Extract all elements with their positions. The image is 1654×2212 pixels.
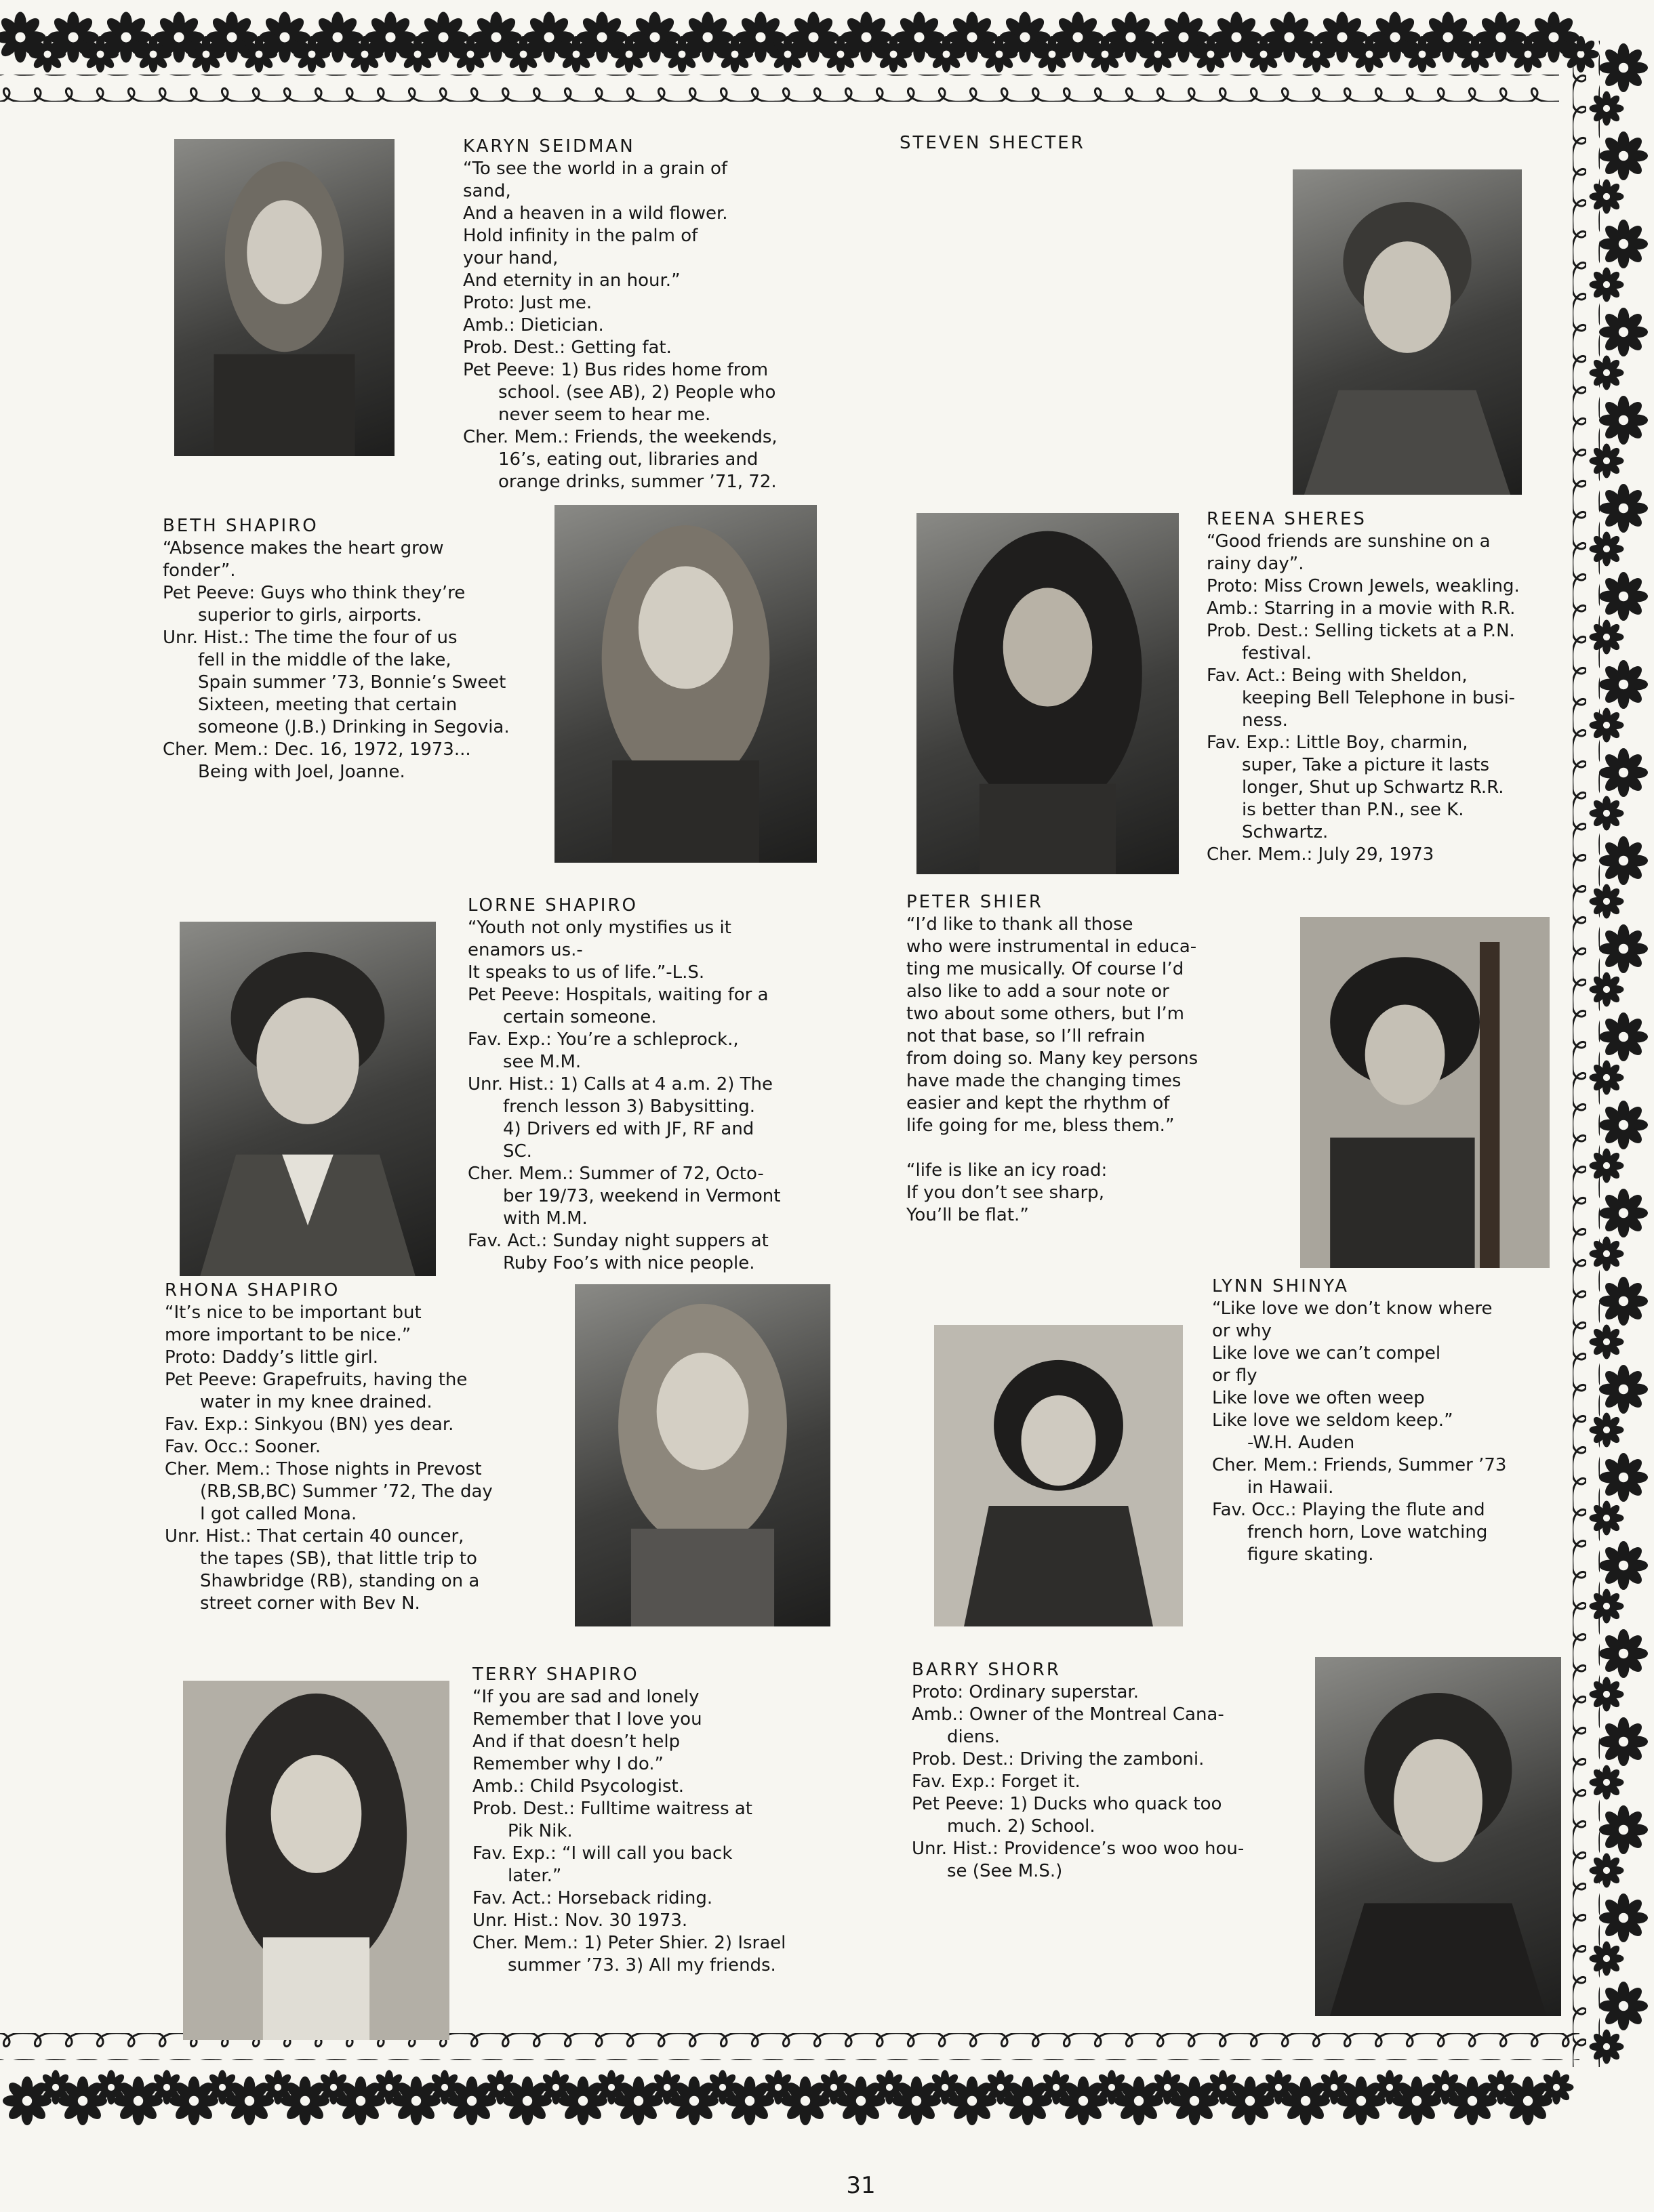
entry-line: fonder”. bbox=[163, 560, 236, 581]
entry-line: have made the changing times bbox=[906, 1071, 1182, 1091]
daisy-ornament bbox=[1590, 884, 1624, 919]
student-name: LORNE SHAPIRO bbox=[468, 895, 638, 916]
entry-line: Schwartz. bbox=[1242, 822, 1329, 842]
entry-line: Fav. Occ.: Sooner. bbox=[165, 1437, 321, 1457]
entry-rhona-shapiro bbox=[165, 1279, 493, 1615]
entry-line: Cher. Mem.: Those nights in Prevost bbox=[165, 1459, 482, 1479]
entry-line: also like to add a sour note or bbox=[906, 981, 1169, 1002]
entry-line: And eternity in an hour.” bbox=[463, 270, 681, 291]
student-name: RHONA SHAPIRO bbox=[165, 1280, 340, 1300]
entry-line: Remember why I do.” bbox=[472, 1754, 664, 1774]
entry-line: 4) Drivers ed with JF, RF and bbox=[503, 1119, 754, 1139]
daisy-ornament bbox=[1599, 836, 1648, 885]
entry-line: Pet Peeve: Hospitals, waiting for a bbox=[468, 985, 769, 1005]
entry-line: Proto: Daddy’s little girl. bbox=[165, 1347, 379, 1368]
entry-lynn-shinya bbox=[1212, 1275, 1506, 1566]
entry-line: from doing so. Many key persons bbox=[906, 1048, 1198, 1069]
daisy-ornament bbox=[1599, 1365, 1648, 1414]
entry-line: Shawbridge (RB), standing on a bbox=[200, 1571, 480, 1591]
entry-peter-shier bbox=[906, 891, 1198, 1227]
entry-line: easier and kept the rhythm of bbox=[906, 1093, 1170, 1113]
daisy-ornament bbox=[1599, 1101, 1648, 1149]
daisy-ornament bbox=[1599, 396, 1648, 445]
entry-line: ber 19/73, weekend in Vermont bbox=[503, 1186, 781, 1206]
entry-line: with M.M. bbox=[503, 1208, 588, 1229]
entry-line: (RB,SB,BC) Summer ’72, The day bbox=[200, 1481, 493, 1502]
entry-line: Fav. Exp.: Forget it. bbox=[912, 1771, 1081, 1792]
student-name: LYNN SHINYA bbox=[1212, 1276, 1349, 1296]
daisy-ornament bbox=[1590, 91, 1624, 126]
entry-line: orange drinks, summer ’71, 72. bbox=[498, 472, 777, 492]
entry-line: Cher. Mem.: Friends, Summer ’73 bbox=[1212, 1455, 1507, 1475]
entry-line: “To see the world in a grain of bbox=[463, 159, 728, 179]
entry-line: festival. bbox=[1242, 643, 1312, 663]
entry-line: “If you are sad and lonely bbox=[472, 1687, 700, 1707]
daisy-ornament bbox=[1590, 268, 1624, 302]
entry-line: Prob. Dest.: Driving the zamboni. bbox=[912, 1749, 1205, 1769]
entry-line: super, Take a picture it lasts bbox=[1242, 755, 1490, 775]
entry-line bbox=[906, 1137, 1198, 1160]
entry-line: I got called Mona. bbox=[200, 1504, 357, 1524]
entry-line: “It’s nice to be important but bbox=[165, 1303, 422, 1323]
entry-line: You’ll be flat.” bbox=[906, 1205, 1029, 1225]
page-number: 31 bbox=[846, 2172, 876, 2199]
entry-line: the tapes (SB), that little trip to bbox=[200, 1549, 477, 1569]
entry-line: two about some others, but I’m bbox=[906, 1004, 1184, 1024]
daisy-ornament bbox=[1539, 2070, 1574, 2105]
entry-line: see M.M. bbox=[503, 1052, 582, 1072]
daisy-ornament bbox=[1599, 1805, 1648, 1854]
daisy-ornament bbox=[1599, 1717, 1648, 1766]
entry-line: superior to girls, airports. bbox=[198, 605, 422, 626]
entry-line: Fav. Exp.: Little Boy, charmin, bbox=[1207, 733, 1468, 753]
daisy-ornament bbox=[1599, 308, 1648, 356]
entry-line: “life is like an icy road: bbox=[906, 1160, 1108, 1181]
daisy-ornament bbox=[1599, 484, 1648, 533]
entry-line: in Hawaii. bbox=[1247, 1477, 1334, 1498]
portrait-photo-beth-shapiro bbox=[554, 505, 817, 863]
student-name: REENA SHERES bbox=[1207, 509, 1367, 529]
entry-line: more important to be nice.” bbox=[165, 1325, 411, 1345]
student-name: STEVEN SHECTER bbox=[900, 133, 1085, 153]
portrait-photo-rhona-shapiro bbox=[575, 1284, 830, 1626]
daisy-ornament bbox=[1590, 1589, 1624, 1624]
entry-line: or why bbox=[1212, 1321, 1272, 1341]
portrait-photo-peter-shier bbox=[1300, 917, 1550, 1268]
entry-line: who were instrumental in educa- bbox=[906, 937, 1197, 957]
entry-line: Prob. Dest.: Selling tickets at a P.N. bbox=[1207, 621, 1515, 641]
daisy-ornament bbox=[1590, 796, 1624, 831]
entry-line: Pet Peeve: 1) Bus rides home from bbox=[463, 360, 769, 380]
entry-line: Cher. Mem.: Dec. 16, 1972, 1973... bbox=[163, 739, 471, 760]
entry-line: Spain summer ’73, Bonnie’s Sweet bbox=[198, 672, 506, 693]
daisy-ornament bbox=[1590, 620, 1624, 655]
entry-line: Proto: Miss Crown Jewels, weakling. bbox=[1207, 576, 1520, 596]
portrait-photo-terry-shapiro bbox=[183, 1681, 449, 2040]
entry-line: Unr. Hist.: That certain 40 ouncer, bbox=[165, 1526, 464, 1547]
entry-line: se (See M.S.) bbox=[947, 1861, 1063, 1881]
entry-line: is better than P.N., see K. bbox=[1242, 800, 1464, 820]
entry-reena-sheres bbox=[1207, 508, 1520, 866]
entry-line: summer ’73. 3) All my friends. bbox=[508, 1955, 776, 1975]
entry-line: later.” bbox=[508, 1866, 562, 1886]
entry-line: Like love we seldom keep.” bbox=[1212, 1410, 1453, 1431]
daisy-ornament bbox=[1599, 1453, 1648, 1502]
entry-line: Cher. Mem.: Friends, the weekends, bbox=[463, 427, 778, 447]
entry-beth-shapiro bbox=[163, 515, 510, 783]
daisy-ornament bbox=[1590, 444, 1624, 478]
daisy-ornament bbox=[1590, 1061, 1624, 1095]
student-name: BARRY SHORR bbox=[912, 1660, 1061, 1680]
entry-line: french horn, Love watching bbox=[1247, 1522, 1488, 1542]
entry-line: Fav. Act.: Being with Sheldon, bbox=[1207, 665, 1468, 686]
daisy-ornament bbox=[1599, 1189, 1648, 1237]
entry-line: Proto: Just me. bbox=[463, 293, 592, 313]
entry-line: Being with Joel, Joanne. bbox=[198, 762, 405, 782]
entry-line: Prob. Dest.: Fulltime waitress at bbox=[472, 1799, 753, 1819]
entry-line: fell in the middle of the lake, bbox=[198, 650, 451, 670]
entry-line: Pik Nik. bbox=[508, 1821, 573, 1841]
entry-line: Sixteen, meeting that certain bbox=[198, 695, 458, 715]
entry-line: SC. bbox=[503, 1141, 532, 1162]
entry-line: -W.H. Auden bbox=[1247, 1433, 1355, 1453]
daisy-ornament bbox=[1590, 1677, 1624, 1712]
entry-karyn-seidman bbox=[463, 136, 778, 493]
entry-line: “Like love we don’t know where bbox=[1212, 1298, 1493, 1319]
entry-line: not that base, so I’ll refrain bbox=[906, 1026, 1146, 1046]
entry-line: Unr. Hist.: Providence’s woo woo hou- bbox=[912, 1839, 1245, 1859]
daisy-ornament bbox=[1590, 180, 1624, 214]
entry-line: diens. bbox=[947, 1727, 1001, 1747]
entry-line: Proto: Ordinary superstar. bbox=[912, 1682, 1139, 1702]
entry-line: “Good friends are sunshine on a bbox=[1207, 531, 1491, 552]
daisy-ornament bbox=[1590, 1237, 1624, 1271]
entry-line: Amb.: Starring in a movie with R.R. bbox=[1207, 598, 1516, 619]
entry-line: enamors us.- bbox=[468, 940, 583, 960]
daisy-ornament bbox=[1599, 924, 1648, 973]
entry-line: Unr. Hist.: 1) Calls at 4 a.m. 2) The bbox=[468, 1074, 773, 1094]
entry-line: Amb.: Child Psycologist. bbox=[472, 1776, 684, 1797]
daisy-border-right bbox=[1559, 41, 1654, 2067]
entry-steven-shecter bbox=[900, 132, 1085, 155]
entry-line: “I’d like to thank all those bbox=[906, 914, 1133, 935]
entry-line: Fav. Exp.: You’re a schleprock., bbox=[468, 1029, 739, 1050]
daisy-ornament bbox=[1590, 1942, 1624, 1976]
student-name: TERRY SHAPIRO bbox=[472, 1664, 639, 1685]
entry-line: Pet Peeve: 1) Ducks who quack too bbox=[912, 1794, 1222, 1814]
portrait-photo-karyn-seidman bbox=[174, 139, 395, 456]
entry-line: Ruby Foo’s with nice people. bbox=[503, 1253, 755, 1273]
daisy-ornament bbox=[1599, 131, 1648, 180]
entry-line: 16’s, eating out, libraries and bbox=[498, 449, 759, 470]
entry-line: Fav. Act.: Sunday night suppers at bbox=[468, 1231, 769, 1251]
daisy-ornament bbox=[1599, 1893, 1648, 1942]
daisy-border-bottom bbox=[0, 2026, 1654, 2142]
daisy-ornament bbox=[1590, 972, 1624, 1007]
entry-line: your hand, bbox=[463, 248, 559, 268]
daisy-ornament bbox=[1590, 1149, 1624, 1183]
student-name: PETER SHIER bbox=[906, 892, 1043, 912]
daisy-border-top bbox=[0, 0, 1654, 136]
entry-line: And if that doesn’t help bbox=[472, 1732, 681, 1752]
entry-line: certain someone. bbox=[503, 1007, 657, 1027]
daisy-ornament bbox=[1590, 532, 1624, 567]
entry-line: french lesson 3) Babysitting. bbox=[503, 1097, 755, 1117]
daisy-ornament bbox=[1590, 1413, 1624, 1448]
daisy-ornament bbox=[1590, 1765, 1624, 1800]
daisy-ornament bbox=[1590, 1501, 1624, 1536]
student-name: KARYN SEIDMAN bbox=[463, 136, 635, 157]
entry-line: Unr. Hist.: The time the four of us bbox=[163, 628, 458, 648]
daisy-ornament bbox=[1599, 1629, 1648, 1678]
entry-line: ness. bbox=[1242, 710, 1288, 731]
entry-barry-shorr bbox=[912, 1659, 1244, 1883]
portrait-photo-steven-shecter bbox=[1293, 169, 1522, 495]
daisy-ornament bbox=[1599, 1982, 1648, 2030]
entry-line: keeping Bell Telephone in busi- bbox=[1242, 688, 1516, 708]
daisy-ornament bbox=[1599, 1541, 1648, 1590]
daisy-ornament bbox=[1590, 1325, 1624, 1359]
entry-line: or fly bbox=[1212, 1366, 1257, 1386]
entry-line: rainy day”. bbox=[1207, 554, 1304, 574]
entry-line: Pet Peeve: Guys who think they’re bbox=[163, 583, 466, 603]
entry-line: Prob. Dest.: Getting fat. bbox=[463, 337, 672, 358]
daisy-ornament bbox=[1590, 1853, 1624, 1888]
portrait-photo-barry-shorr bbox=[1315, 1657, 1561, 2016]
portrait-photo-reena-sheres bbox=[916, 513, 1179, 874]
portrait-photo-lorne-shapiro bbox=[180, 922, 436, 1276]
daisy-ornament bbox=[1599, 572, 1648, 621]
daisy-ornament bbox=[1590, 356, 1624, 390]
daisy-ornament bbox=[1599, 660, 1648, 709]
entry-line: Remember that I love you bbox=[472, 1709, 702, 1729]
entry-line: Fav. Act.: Horseback riding. bbox=[472, 1888, 713, 1908]
entry-line: Hold infinity in the palm of bbox=[463, 226, 698, 246]
entry-terry-shapiro bbox=[472, 1664, 786, 1977]
entry-line: water in my knee drained. bbox=[200, 1392, 432, 1412]
entry-line: figure skating. bbox=[1247, 1544, 1374, 1565]
daisy-ornament bbox=[1599, 1012, 1648, 1061]
entry-line: Like love we can’t compel bbox=[1212, 1343, 1441, 1364]
entry-line: Cher. Mem.: July 29, 1973 bbox=[1207, 844, 1434, 865]
entry-line: Like love we often weep bbox=[1212, 1388, 1425, 1408]
entry-line: Fav. Exp.: “I will call you back bbox=[472, 1843, 733, 1864]
entry-line: school. (see AB), 2) People who bbox=[498, 382, 776, 403]
entry-lorne-shapiro bbox=[468, 895, 780, 1275]
daisy-ornament bbox=[1599, 43, 1648, 92]
entry-line: longer, Shut up Schwartz R.R. bbox=[1242, 777, 1504, 798]
portrait-photo-lynn-shinya bbox=[934, 1325, 1183, 1626]
entry-line: Fav. Occ.: Playing the flute and bbox=[1212, 1500, 1485, 1520]
entry-line: ting me musically. Of course I’d bbox=[906, 959, 1184, 979]
entry-line: It speaks to us of life.”-L.S. bbox=[468, 962, 705, 983]
student-name: BETH SHAPIRO bbox=[163, 516, 319, 536]
entry-line: “Youth not only mystifies us it bbox=[468, 918, 731, 938]
entry-line: Cher. Mem.: 1) Peter Shier. 2) Israel bbox=[472, 1933, 786, 1953]
entry-line: If you don’t see sharp, bbox=[906, 1183, 1104, 1203]
entry-line: life going for me, bless them.” bbox=[906, 1115, 1175, 1136]
entry-line: much. 2) School. bbox=[947, 1816, 1095, 1837]
entry-line: Amb.: Dietician. bbox=[463, 315, 604, 335]
entry-line: someone (J.B.) Drinking in Segovia. bbox=[198, 717, 510, 737]
entry-line: And a heaven in a wild flower. bbox=[463, 203, 728, 224]
entry-line: “Absence makes the heart grow bbox=[163, 538, 444, 558]
entry-line: never seem to hear me. bbox=[498, 405, 711, 425]
daisy-ornament bbox=[1599, 1277, 1648, 1326]
entry-line: Pet Peeve: Grapefruits, having the bbox=[165, 1370, 468, 1390]
entry-line: street corner with Bev N. bbox=[200, 1593, 420, 1614]
entry-line: Cher. Mem.: Summer of 72, Octo- bbox=[468, 1164, 764, 1184]
entry-line: Unr. Hist.: Nov. 30 1973. bbox=[472, 1910, 688, 1931]
daisy-ornament bbox=[1599, 220, 1648, 268]
daisy-ornament bbox=[1590, 708, 1624, 743]
entry-line: sand, bbox=[463, 181, 511, 201]
entry-line: Amb.: Owner of the Montreal Cana- bbox=[912, 1704, 1224, 1725]
daisy-ornament bbox=[1599, 748, 1648, 797]
entry-line: Fav. Exp.: Sinkyou (BN) yes dear. bbox=[165, 1414, 454, 1435]
